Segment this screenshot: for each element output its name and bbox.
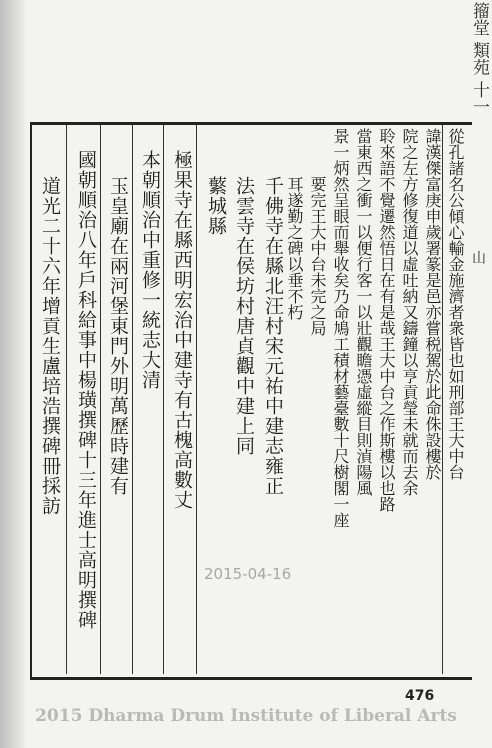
text-column: 當東西之衝一以便行客一以壯觀瞻憑虛縱目則湞陽風 [354,128,373,496]
watermark: 2015 Dharma Drum Institute of Liberal Arts [35,706,457,726]
column-rule [196,125,197,674]
header-fragment: 籀堂 類苑 十一 [469,2,489,115]
text-column: 從孔諸名公傾心輸金施濟者衆皆也如刑部王大中台 [446,128,465,480]
column-rule [132,125,133,674]
column-rule [66,125,67,674]
text-column: 本朝順治中重修一統志大清 [139,150,161,390]
text-column: 院之左方修復道以虛吐納又鑄鐘以亨貢瑩未就而去余 [400,128,419,496]
text-column: 道光二十六年增貢生盧培浩撰碑冊採訪 [39,176,61,516]
column-rule [442,125,443,674]
text-column: 玉皇廟在兩河堡東門外明萬歷時建有 [107,176,129,496]
text-column: 要完王大中台未完之局 [308,176,327,336]
text-column: 法雲寺在侯坊村唐貞觀中建上同 [233,176,255,456]
text-column: 景一炳然呈眼而舉收矣乃命鳩工積材藝臺數十尺樹閣一座 [331,128,350,528]
text-column: 諱漢傑富庚申歲署篆是邑亦嘗税駕於此命侏設樓於 [423,128,442,480]
column-rule [100,125,101,674]
text-column: 耳遂勤之碑以垂不朽 [285,176,304,320]
page-number: 476 [405,688,435,704]
margin-mark: 山 [470,250,486,264]
date-stamp: 2015-04-16 [204,565,292,583]
column-rule [163,125,164,674]
section-heading: 蘩城縣 [205,176,227,236]
text-column: 聆來語不覺遷然悟日在有是哉王大中台之作斯樓以也路 [377,128,396,512]
book-spine-shadow [0,0,26,748]
text-column: 國朝順治八年戶科給事中楊璜撰碑十三年進士高明撰碑 [75,150,97,630]
text-column: 極果寺在縣西明宏治中建寺有古槐高數丈 [171,150,193,510]
text-column: 千佛寺在縣北汪村宋元祐中建志雍正 [262,176,284,496]
